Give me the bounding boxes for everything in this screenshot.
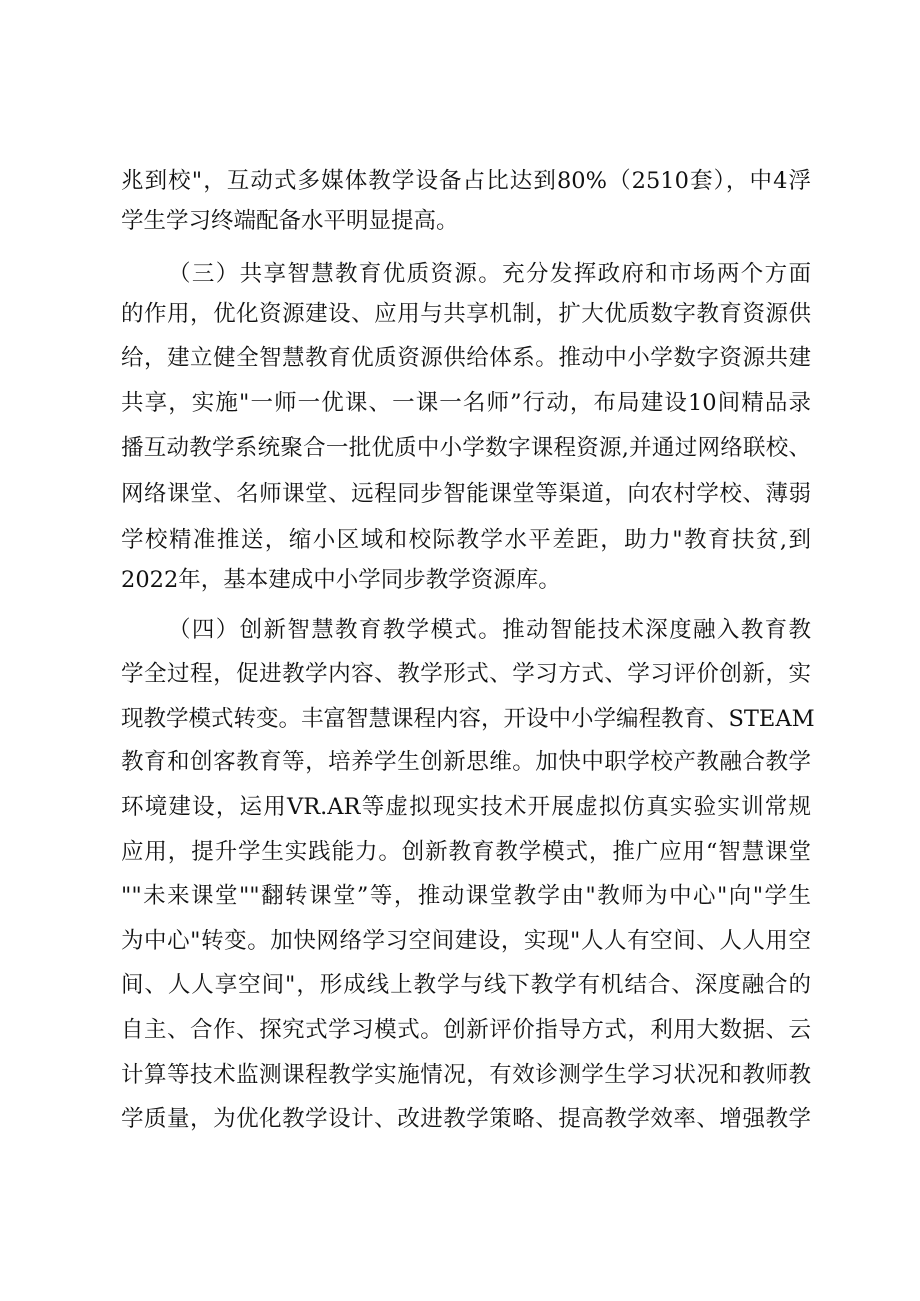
body-text-line: 学全过程，促进教学内容、教学形式、学习方式、学习评价创新，实 <box>121 661 811 687</box>
body-text-line: ""未来课堂""翻转课堂”等，推动课堂教学由"教师为中心"向"学生 <box>121 883 811 909</box>
body-text-line: 现教学模式转变。丰富智慧课程内容，开设中小学编程教育、STEAM <box>121 706 815 732</box>
body-text-line: 学生学习终端配备水平明显提高。 <box>121 208 459 234</box>
body-text-line: 自主、合作、探究式学习模式。创新评价指导方式，利用大数据、云 <box>121 1017 811 1043</box>
body-text-line: 兆到校"，互动式多媒体教学设备占比达到80%（2510套），中4浮 <box>121 168 811 194</box>
body-text-line: 的作用，优化资源建设、应用与共享机制，扩大优质数字教育资源供 <box>121 301 811 327</box>
body-text-line: 环境建设，运用VR.AR等虚拟现实技术开展虚拟仿真实验实训常规 <box>121 794 811 820</box>
body-text-line: 为中心"转变。加快网络学习空间建设，实现"人人有空间、人人用空 <box>121 928 811 954</box>
body-text-line: 应用，提升学生实践能力。创新教育教学模式，推广应用“智慧课堂 <box>121 839 811 865</box>
body-text-line: 播互动教学系统聚合一批优质中小学数字课程资源,并通过网络联校、 <box>121 435 811 461</box>
body-text-line: 网络课堂、名师课堂、远程同步智能课堂等渠道，向农村学校、薄弱 <box>121 481 811 507</box>
body-text-line: 给，建立健全智慧教育优质资源供给体系。推动中小学数字资源共建 <box>121 345 811 371</box>
body-text-line: 间、人人享空间"，形成线上教学与线下教学有机结合、深度融合的 <box>121 972 811 998</box>
body-text-line: 2022年，基本建成中小学同步教学资源库。 <box>121 567 561 593</box>
body-text-line: 学质量，为优化教学设计、改进教学策略、提高教学效率、增强教学 <box>121 1106 811 1132</box>
body-text-line: 共享，实施"一师一优课、一课一名师”行动，布局建设10间精品录 <box>121 390 811 416</box>
section-heading-line: （三）共享智慧教育优质资源。充分发挥政府和市场两个方面 <box>168 261 811 287</box>
body-text-line: 计算等技术监测课程教学实施情况，有效诊测学生学习状况和教师教 <box>121 1062 811 1088</box>
body-text-line: 学校精准推送，缩小区域和校际教学水平差距，助力"教育扶贫,到 <box>121 527 811 553</box>
body-text-line: 教育和创客教育等，培养学生创新思维。加快中职学校产教融合教学 <box>121 749 811 775</box>
section-heading-line: （四）创新智慧教育教学模式。推动智能技术深度融入教育教 <box>168 617 811 643</box>
